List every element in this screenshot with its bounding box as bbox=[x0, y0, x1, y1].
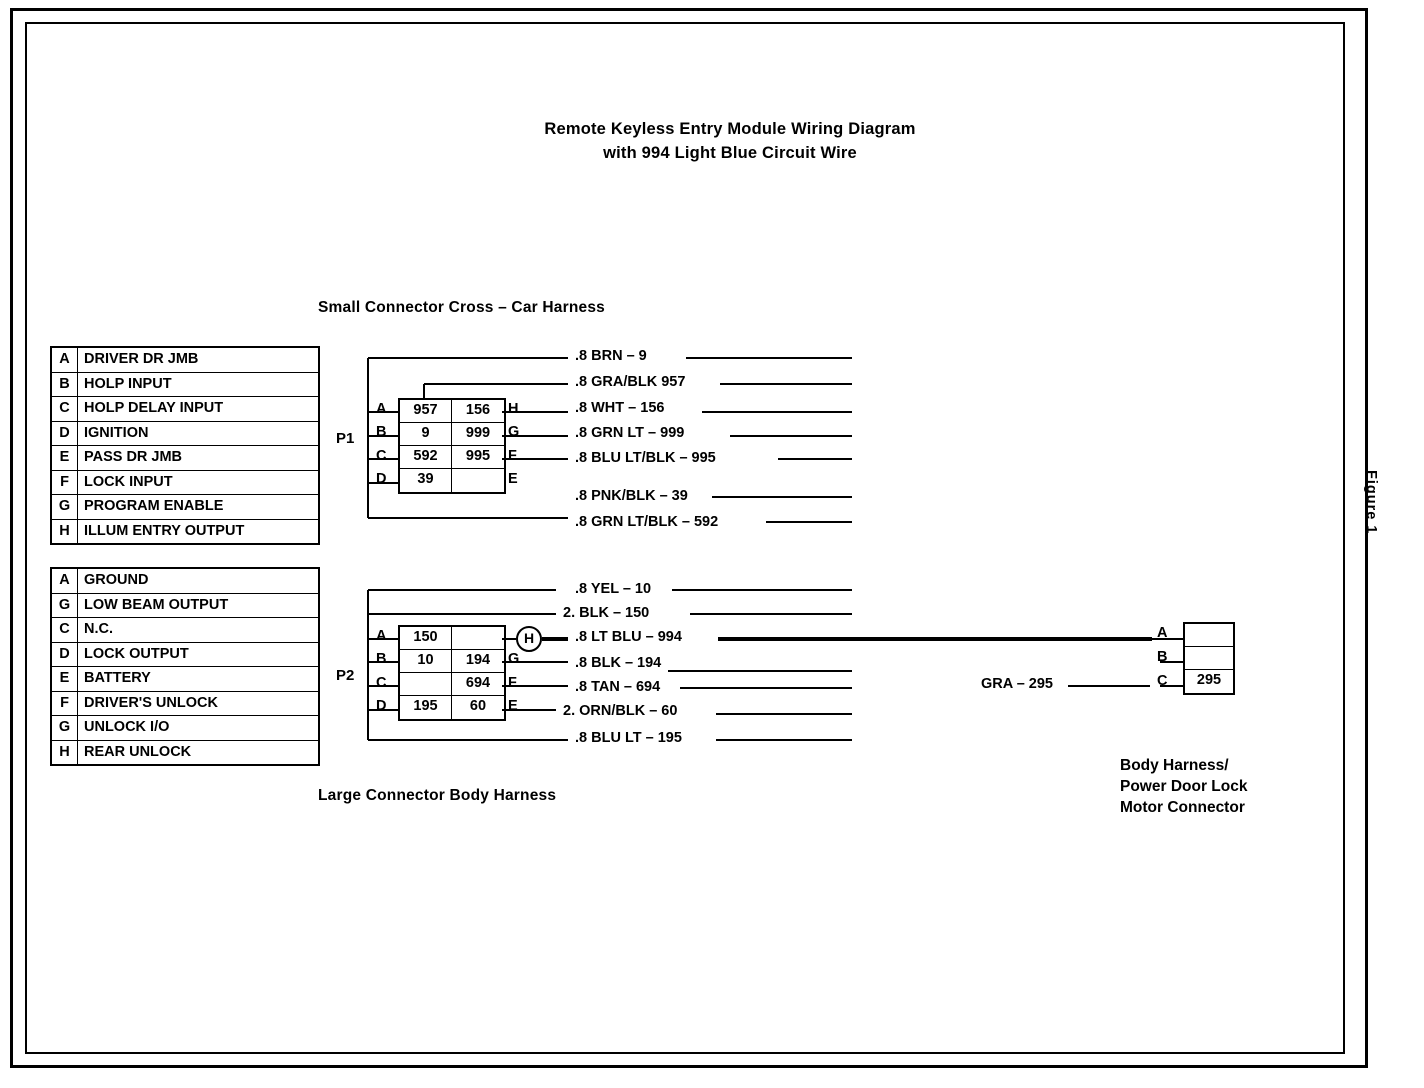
wire-label-pnk-blk-39: .8 PNK/BLK – 39 bbox=[572, 488, 691, 504]
connector-p2-pin-b: B bbox=[376, 651, 387, 667]
connector-cell: 295 bbox=[1196, 672, 1222, 688]
table-row bbox=[52, 667, 318, 692]
pin-letter: C bbox=[52, 618, 78, 642]
pin-description: PASS DR JMB bbox=[84, 449, 183, 465]
pin-description: UNLOCK I/O bbox=[84, 719, 170, 735]
caption-line-3: Motor Connector bbox=[1120, 798, 1245, 816]
wire-label-blk-150: 2. BLK – 150 bbox=[560, 605, 652, 621]
connector-p2-pin-f: F bbox=[508, 675, 517, 691]
connector-cell: 592 bbox=[400, 446, 452, 469]
wire-label-tan-694: .8 TAN – 694 bbox=[572, 679, 663, 695]
table-row bbox=[52, 471, 318, 496]
table-row bbox=[52, 495, 318, 520]
small-connector-heading: Small Connector Cross – Car Harness bbox=[318, 299, 605, 316]
connector-cell: 60 bbox=[469, 698, 487, 714]
pin-description: PROGRAM ENABLE bbox=[84, 498, 224, 514]
connector-p2-body bbox=[398, 625, 506, 721]
pin-description: ILLUM ENTRY OUTPUT bbox=[84, 522, 245, 539]
connector-cell bbox=[452, 469, 504, 492]
table-row bbox=[52, 716, 318, 741]
connector-cell: 39 bbox=[400, 469, 452, 492]
table-row bbox=[52, 569, 318, 594]
caption-line-2: Power Door Lock bbox=[1120, 777, 1248, 795]
table-row bbox=[52, 520, 318, 544]
figure-label: Figure 1 bbox=[1363, 470, 1379, 535]
connector-cell: 156 bbox=[452, 400, 504, 423]
connector-cell: 150 bbox=[400, 627, 452, 650]
table-row bbox=[52, 692, 318, 717]
connector-cell: 995 bbox=[452, 446, 504, 469]
pin-description: IGNITION bbox=[84, 424, 149, 441]
table-row bbox=[52, 741, 318, 765]
connector-p2-pin-e: E bbox=[508, 698, 518, 714]
page-title bbox=[420, 118, 1040, 166]
wire-label-blu-lt-195: .8 BLU LT – 195 bbox=[572, 730, 685, 746]
pin-letter: H bbox=[52, 741, 78, 765]
pin-letter: E bbox=[52, 667, 78, 691]
connector-cell: 195 bbox=[400, 696, 452, 719]
connector-p1-pin-c: C bbox=[376, 448, 387, 464]
pin-letter: F bbox=[52, 692, 78, 716]
wire-label-blk-194: .8 BLK – 194 bbox=[572, 655, 664, 671]
pin-letter: D bbox=[52, 422, 78, 446]
connector-cell bbox=[400, 673, 452, 696]
connector-cell: 194 bbox=[452, 650, 504, 673]
connector-cell bbox=[452, 627, 504, 650]
pin-letter: C bbox=[52, 397, 78, 421]
table-row bbox=[52, 643, 318, 668]
connector-cell: 9 bbox=[400, 423, 452, 446]
connector-p1-body bbox=[398, 398, 506, 494]
connector-p2-pin-c: C bbox=[376, 675, 387, 691]
pin-letter: A bbox=[52, 348, 78, 372]
pin-description: BATTERY bbox=[84, 670, 151, 686]
connector-p1-pin-b: B bbox=[376, 424, 387, 440]
wire-label-grn-lt-999: .8 GRN LT – 999 bbox=[572, 425, 687, 441]
caption-line-1: Body Harness/ bbox=[1120, 757, 1229, 774]
pin-letter: F bbox=[52, 471, 78, 495]
wire-label-orn-blk-60: 2. ORN/BLK – 60 bbox=[560, 703, 680, 719]
title-line-1: Remote Keyless Entry Module Wiring Diagram bbox=[544, 120, 916, 138]
connector-p2-pin-d: D bbox=[376, 698, 387, 714]
body-harness-caption bbox=[1120, 756, 1247, 819]
pin-description: HOLP DELAY INPUT bbox=[84, 400, 224, 416]
pin-description: N.C. bbox=[84, 621, 113, 637]
pin-letter: A bbox=[52, 569, 78, 593]
connector-p1-label: P1 bbox=[336, 430, 355, 447]
table-row bbox=[52, 446, 318, 471]
pin-letter: G bbox=[52, 594, 78, 618]
illum-entry-marker-h: H bbox=[516, 626, 542, 652]
connector-cell: 999 bbox=[452, 423, 504, 446]
pin-letter: E bbox=[52, 446, 78, 470]
pin-letter: H bbox=[52, 520, 78, 544]
title-line-2: with 994 Light Blue Circuit Wire bbox=[603, 143, 857, 162]
table-row bbox=[52, 348, 318, 373]
connector-p2-pin-g: G bbox=[508, 651, 520, 667]
large-connector-heading: Large Connector Body Harness bbox=[318, 787, 557, 804]
pin-description: HOLP INPUT bbox=[84, 375, 172, 392]
body-connector-pin-a: A bbox=[1157, 625, 1168, 641]
body-connector-pin-c: C bbox=[1157, 673, 1168, 689]
connector-cell: 694 bbox=[452, 673, 504, 696]
connector-p2-pin-a: A bbox=[376, 628, 387, 644]
connector-cell: 957 bbox=[400, 400, 452, 423]
pin-description: LOW BEAM OUTPUT bbox=[84, 596, 229, 613]
connector-p1-pin-a: A bbox=[376, 401, 387, 417]
connector-p1-pin-f: F bbox=[508, 448, 517, 464]
connector-p1-pin-e: E bbox=[508, 471, 518, 487]
table-row bbox=[52, 618, 318, 643]
pin-letter: G bbox=[52, 716, 78, 740]
pin-description: LOCK INPUT bbox=[84, 473, 173, 490]
pin-description: DRIVER'S UNLOCK bbox=[84, 694, 218, 711]
pin-description-table-p2 bbox=[50, 567, 320, 766]
pin-letter: B bbox=[52, 373, 78, 397]
table-row bbox=[52, 594, 318, 619]
wire-label-gra-295: GRA – 295 bbox=[978, 676, 1056, 692]
connector-cell bbox=[1185, 647, 1233, 670]
connector-p1-pin-d: D bbox=[376, 471, 387, 487]
body-harness-connector bbox=[1183, 622, 1235, 695]
pin-description-table-p1 bbox=[50, 346, 320, 545]
connector-p1-pin-g: G bbox=[508, 424, 520, 440]
pin-description: DRIVER DR JMB bbox=[84, 351, 199, 367]
wire-label-yel-10: .8 YEL – 10 bbox=[572, 581, 654, 597]
pin-letter: G bbox=[52, 495, 78, 519]
connector-cell: 10 bbox=[400, 650, 452, 673]
wire-label-lt-blu-994: .8 LT BLU – 994 bbox=[572, 629, 685, 645]
table-row bbox=[52, 422, 318, 447]
connector-p1-pin-h: H bbox=[508, 401, 519, 417]
wire-label-brn-9: .8 BRN – 9 bbox=[572, 348, 650, 364]
pin-description: GROUND bbox=[84, 572, 149, 588]
pin-description: REAR UNLOCK bbox=[84, 743, 192, 760]
pin-description: LOCK OUTPUT bbox=[84, 645, 189, 662]
wire-label-wht-156: .8 WHT – 156 bbox=[572, 400, 667, 416]
wire-label-gra-blk-957: .8 GRA/BLK 957 bbox=[572, 374, 688, 390]
table-row bbox=[52, 397, 318, 422]
connector-cell bbox=[1185, 624, 1233, 647]
wire-label-blu-lt-blk-995: .8 BLU LT/BLK – 995 bbox=[572, 450, 719, 466]
table-row bbox=[52, 373, 318, 398]
connector-p2-label: P2 bbox=[336, 667, 355, 684]
pin-letter: D bbox=[52, 643, 78, 667]
wire-label-grn-lt-blk-592: .8 GRN LT/BLK – 592 bbox=[572, 514, 721, 530]
body-connector-pin-b: B bbox=[1157, 649, 1168, 665]
